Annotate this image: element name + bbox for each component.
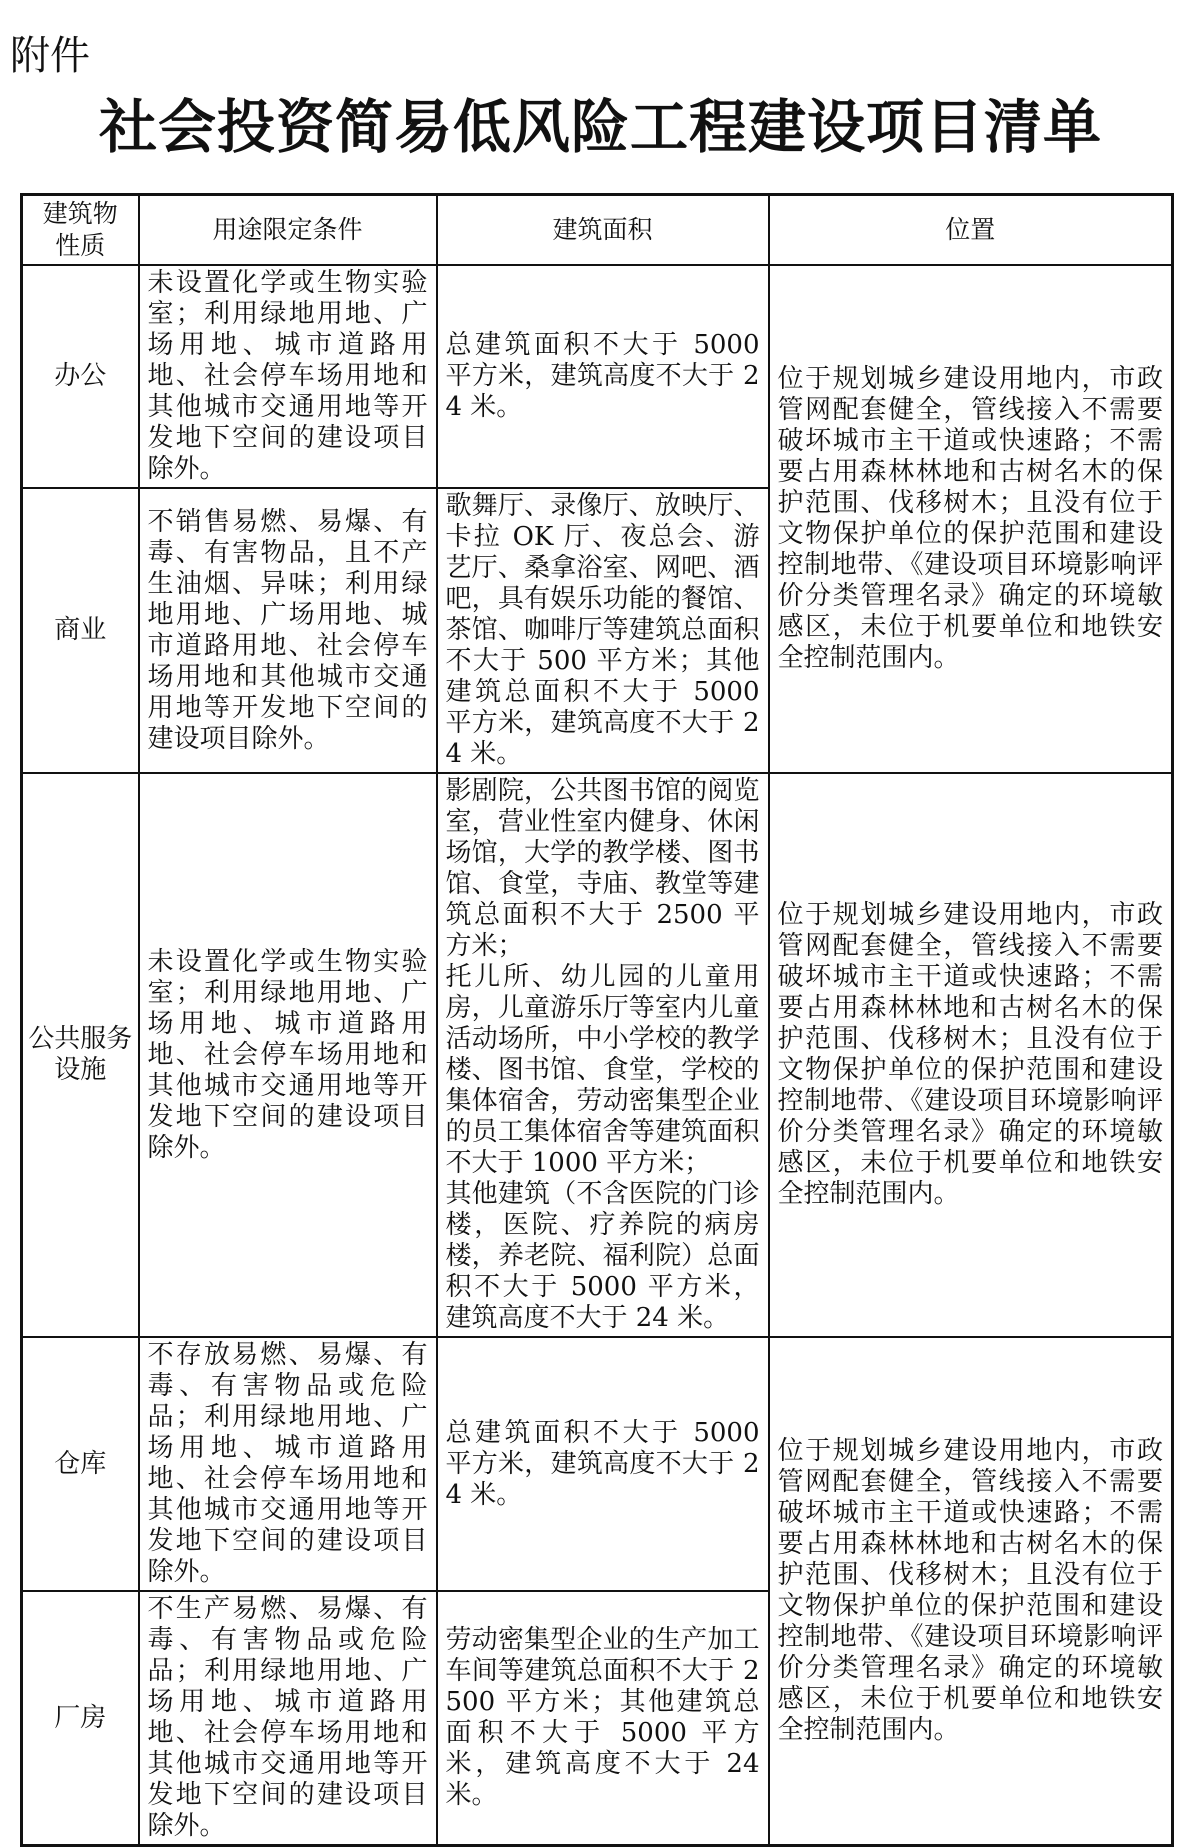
project-list-table bbox=[20, 193, 1174, 1847]
building-area-cell: 总建筑面积不大于 5000 平方米，建筑高度不大于 24 米。 bbox=[437, 1337, 769, 1591]
table-row-public-service bbox=[22, 773, 1173, 1337]
building-type-cell: 厂房 bbox=[22, 1591, 139, 1846]
building-area-cell: 歌舞厅、录像厅、放映厅、卡拉 OK 厅、夜总会、游艺厅、桑拿浴室、网吧、酒吧，具有娱乐功能的餐馆、茶馆、咖啡厅等建筑总面积不大于 500 平方米；其他建筑总面积不大于 5000 平方米，建筑高度不大于 24 米。 bbox=[437, 488, 769, 773]
attachment-label: 附件 bbox=[10, 33, 90, 79]
building-area-cell: 总建筑面积不大于 5000 平方米，建筑高度不大于 24 米。 bbox=[437, 265, 769, 488]
column-header-building-area: 建筑面积 bbox=[437, 195, 769, 266]
building-type-cell: 仓库 bbox=[22, 1337, 139, 1591]
use-condition-cell: 未设置化学或生物实验室；利用绿地用地、广场用地、城市道路用地、社会停车场用地和其他城市交通用地等开发地下空间的建设项目除外。 bbox=[139, 773, 437, 1337]
use-condition-cell: 未设置化学或生物实验室；利用绿地用地、广场用地、城市道路用地、社会停车场用地和其他城市交通用地等开发地下空间的建设项目除外。 bbox=[139, 265, 437, 488]
use-condition-cell: 不生产易燃、易爆、有毒、有害物品或危险品；利用绿地用地、广场用地、城市道路用地、社会停车场用地和其他城市交通用地等开发地下空间的建设项目除外。 bbox=[139, 1591, 437, 1846]
location-cell: 位于规划城乡建设用地内，市政管网配套健全，管线接入不需要破坏城市主干道或快速路；不需要占用森林林地和古树名木的保护范围、伐移树木；且没有位于文物保护单位的保护范围和建设控制地带、《建设项目环境影响评价分类管理名录》确定的环境敏感区，未位于机要单位和地铁安全控制范围内。 bbox=[769, 773, 1173, 1337]
document-title: 社会投资简易低风险工程建设项目清单 bbox=[98, 93, 1102, 161]
building-area-cell: 影剧院，公共图书馆的阅览室，营业性室内健身、休闲场馆，大学的教学楼、图书馆、食堂，寺庙、教堂等建筑总面积不大于 2500 平方米； 托儿所、幼儿园的儿童用房，儿童游乐厅等室内儿童活动场所，中小学校的教学楼、图书馆、食堂，学校的集体宿舍，劳动密集型企业的员工集体宿舍等建筑面积不大于 1000 平方米； 其他建筑（不含医院的门诊楼，医院、疗养院的病房楼，养老院、福利院）总面积不大于 5000 平方米，建筑高度不大于 24 米。 bbox=[437, 773, 769, 1337]
column-header-building-type: 建筑物 性质 bbox=[22, 195, 139, 266]
table-row-warehouse bbox=[22, 1337, 1173, 1591]
location-cell: 位于规划城乡建设用地内，市政管网配套健全，管线接入不需要破坏城市主干道或快速路；不需要占用森林林地和古树名木的保护范围、伐移树木；且没有位于文物保护单位的保护范围和建设控制地带、《建设项目环境影响评价分类管理名录》确定的环境敏感区，未位于机要单位和地铁安全控制范围内。 bbox=[769, 1337, 1173, 1846]
building-type-cell: 商业 bbox=[22, 488, 139, 773]
building-type-cell: 公共服务 设施 bbox=[22, 773, 139, 1337]
column-header-use-condition: 用途限定条件 bbox=[139, 195, 437, 266]
building-type-cell: 办公 bbox=[22, 265, 139, 488]
building-area-cell: 劳动密集型企业的生产加工车间等建筑总面积不大于 2500 平方米；其他建筑总面积不大于 5000 平方米，建筑高度不大于 24 米。 bbox=[437, 1591, 769, 1846]
use-condition-cell: 不销售易燃、易爆、有毒、有害物品，且不产生油烟、异味；利用绿地用地、广场用地、城市道路用地、社会停车场用地和其他城市交通用地等开发地下空间的建设项目除外。 bbox=[139, 488, 437, 773]
column-header-location: 位置 bbox=[769, 195, 1173, 266]
location-cell: 位于规划城乡建设用地内，市政管网配套健全，管线接入不需要破坏城市主干道或快速路；不需要占用森林林地和古树名木的保护范围、伐移树木；且没有位于文物保护单位的保护范围和建设控制地带、《建设项目环境影响评价分类管理名录》确定的环境敏感区，未位于机要单位和地铁安全控制范围内。 bbox=[769, 265, 1173, 773]
use-condition-cell: 不存放易燃、易爆、有毒、有害物品或危险品；利用绿地用地、广场用地、城市道路用地、社会停车场用地和其他城市交通用地等开发地下空间的建设项目除外。 bbox=[139, 1337, 437, 1591]
table-row-office bbox=[22, 265, 1173, 488]
table-header-row bbox=[22, 195, 1173, 266]
